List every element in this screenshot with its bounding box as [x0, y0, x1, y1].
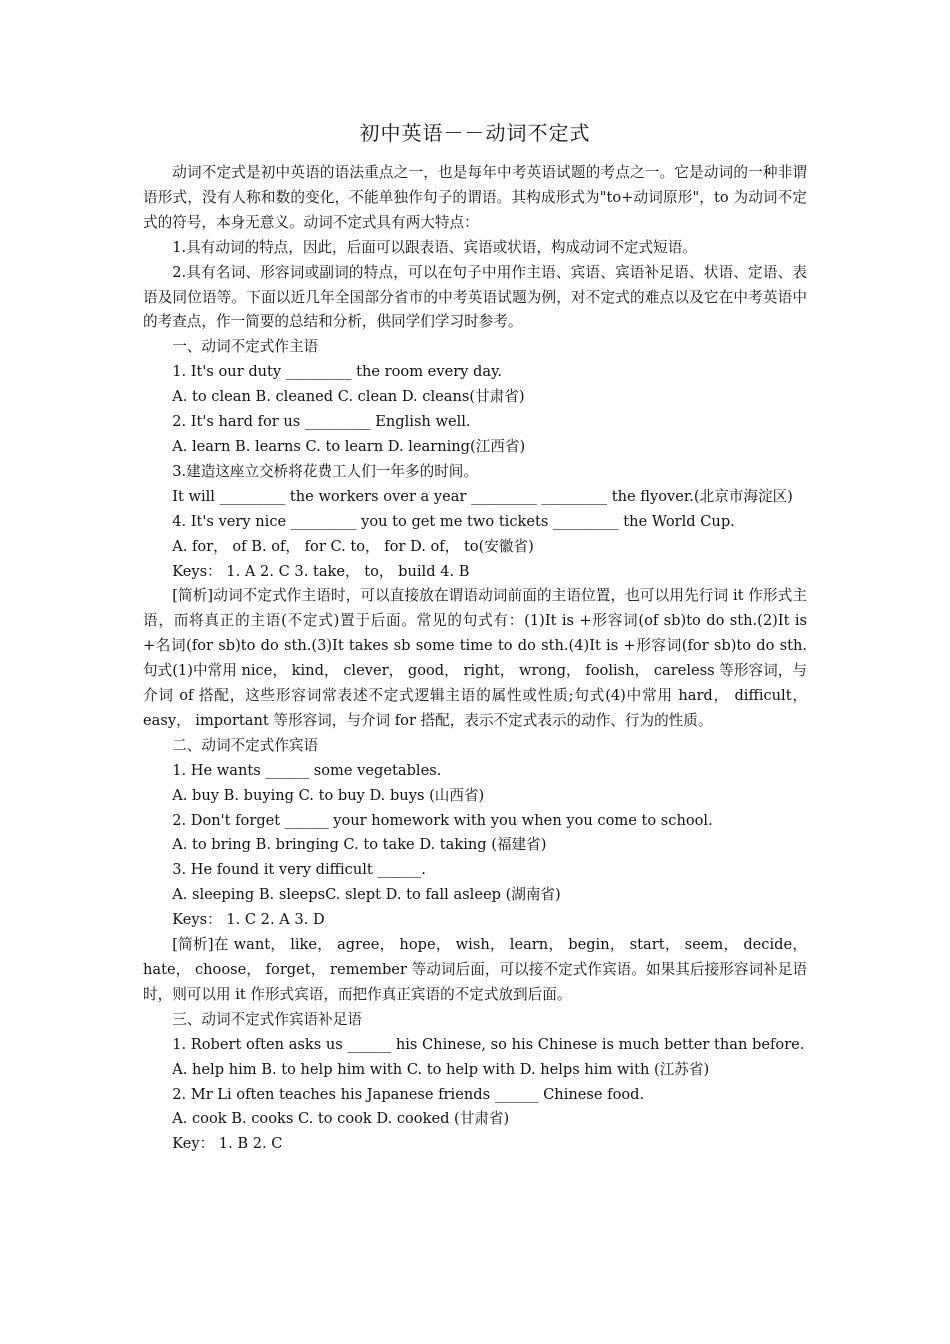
options: A. cook B. cooks C. to cook D. cooked (甘肃省)	[172, 1110, 510, 1128]
keys: Keys： 1. C 2. A 3. D	[172, 911, 325, 929]
question: 2. Mr Li often teaches his Japanese friends ______ Chinese food.	[172, 1085, 645, 1103]
paragraph: 动词不定式是初中英语的语法重点之一，也是每年中考英语试题的考点之一。它是动词的一种非谓语形式，没有人称和数的变化，不能单独作句子的谓语。其构成形式为"to+动词原形"，to 为动词不定式的符号，本身无意义。动词不定式具有两大特点：	[143, 164, 807, 231]
options: A. learn B. learns C. to learn D. learning(江西省)	[172, 437, 526, 455]
question: 1. It's our duty _________ the room every day.	[172, 363, 503, 381]
analysis: [简析]动词不定式作主语时，可以直接放在谓语动词前面的主语位置，也可以用先行词 it 作形式主语，而将真正的主语(不定式)置于后面。常见的句式有：(1)It is +形容词(of sb)to do sth.(2)It is +名词(for sb)to do sth.(3)It takes sb some time to do sth.(4)It is +形容词(for sb)to do sth.句式(1)中常用 nice， kind， clever， good， right， wrong， foolish， careless 等形容词，与介词 of 搭配，这些形容词常表述不定式逻辑主语的属性或性质;句式(4)中常用 hard， difficult， easy， important 等形容词，与介词 for 搭配，表示不定式表示的动作、行为的性质。	[143, 587, 807, 729]
options: A. to clean B. cleaned C. clean D. cleans(甘肃省)	[172, 388, 525, 406]
analysis: [简析]在 want， like， agree， hope， wish， learn， begin， start， seem， decide， hate， choose， forget， remember 等动词后面，可以接不定式作宾语。如果其后接形容词补足语时，则可以用 it 作形式宾语，而把作真正宾语的不定式放到后面。	[143, 936, 807, 1003]
section-heading: 一、动词不定式作主语	[172, 338, 319, 356]
question: 3. He found it very difficult ______.	[172, 861, 426, 879]
paragraph: 2.具有名词、形容词或副词的特点，可以在句子中用作主语、宾语、宾语补足语、状语、定语、表语及同位语等。下面以近几年全国部分省市的中考英语试题为例，对不定式的难点以及它在中考英语中的考查点，作一简要的总结和分析，供同学们学习时参考。	[143, 263, 807, 331]
question: It will _________ the workers over a year _________ _________ the flyover.(北京市海淀区)	[172, 487, 793, 505]
options: A. to bring B. bringing C. to take D. taking (福建省)	[172, 836, 547, 854]
question: 2. Don't forget ______ your homework with you when you come to school.	[172, 811, 713, 829]
options: A. help him B. to help him with C. to help with D. helps him with (江苏省)	[172, 1060, 710, 1078]
question: 1. Robert often asks us ______ his Chinese, so his Chinese is much better than before.	[172, 1035, 805, 1053]
options: A. for， of B. of， for C. to， for D. of， to(安徽省)	[172, 537, 534, 555]
document-page	[143, 118, 807, 1157]
section-heading: 二、动词不定式作宾语	[172, 736, 319, 754]
question: 1. He wants ______ some vegetables.	[172, 761, 442, 779]
document-title: 初中英语－－动词不定式	[359, 121, 591, 145]
keys: Key： 1. B 2. C	[172, 1135, 283, 1153]
section-heading: 三、动词不定式作宾语补足语	[172, 1010, 362, 1028]
question: 4. It's very nice _________ you to get me two tickets _________ the World Cup.	[172, 512, 735, 530]
question: 2. It's hard for us _________ English well.	[172, 413, 471, 431]
question: 3.建造这座立交桥将花费工人们一年多的时间。	[172, 462, 478, 480]
options: A. sleeping B. sleepsC. slept D. to fall asleep (湖南省)	[172, 886, 561, 904]
options: A. buy B. buying C. to buy D. buys (山西省)	[172, 786, 485, 804]
keys: Keys： 1. A 2. C 3. take， to， build 4. B	[172, 562, 470, 580]
paragraph: 1.具有动词的特点，因此，后面可以跟表语、宾语或状语，构成动词不定式短语。	[172, 238, 697, 256]
